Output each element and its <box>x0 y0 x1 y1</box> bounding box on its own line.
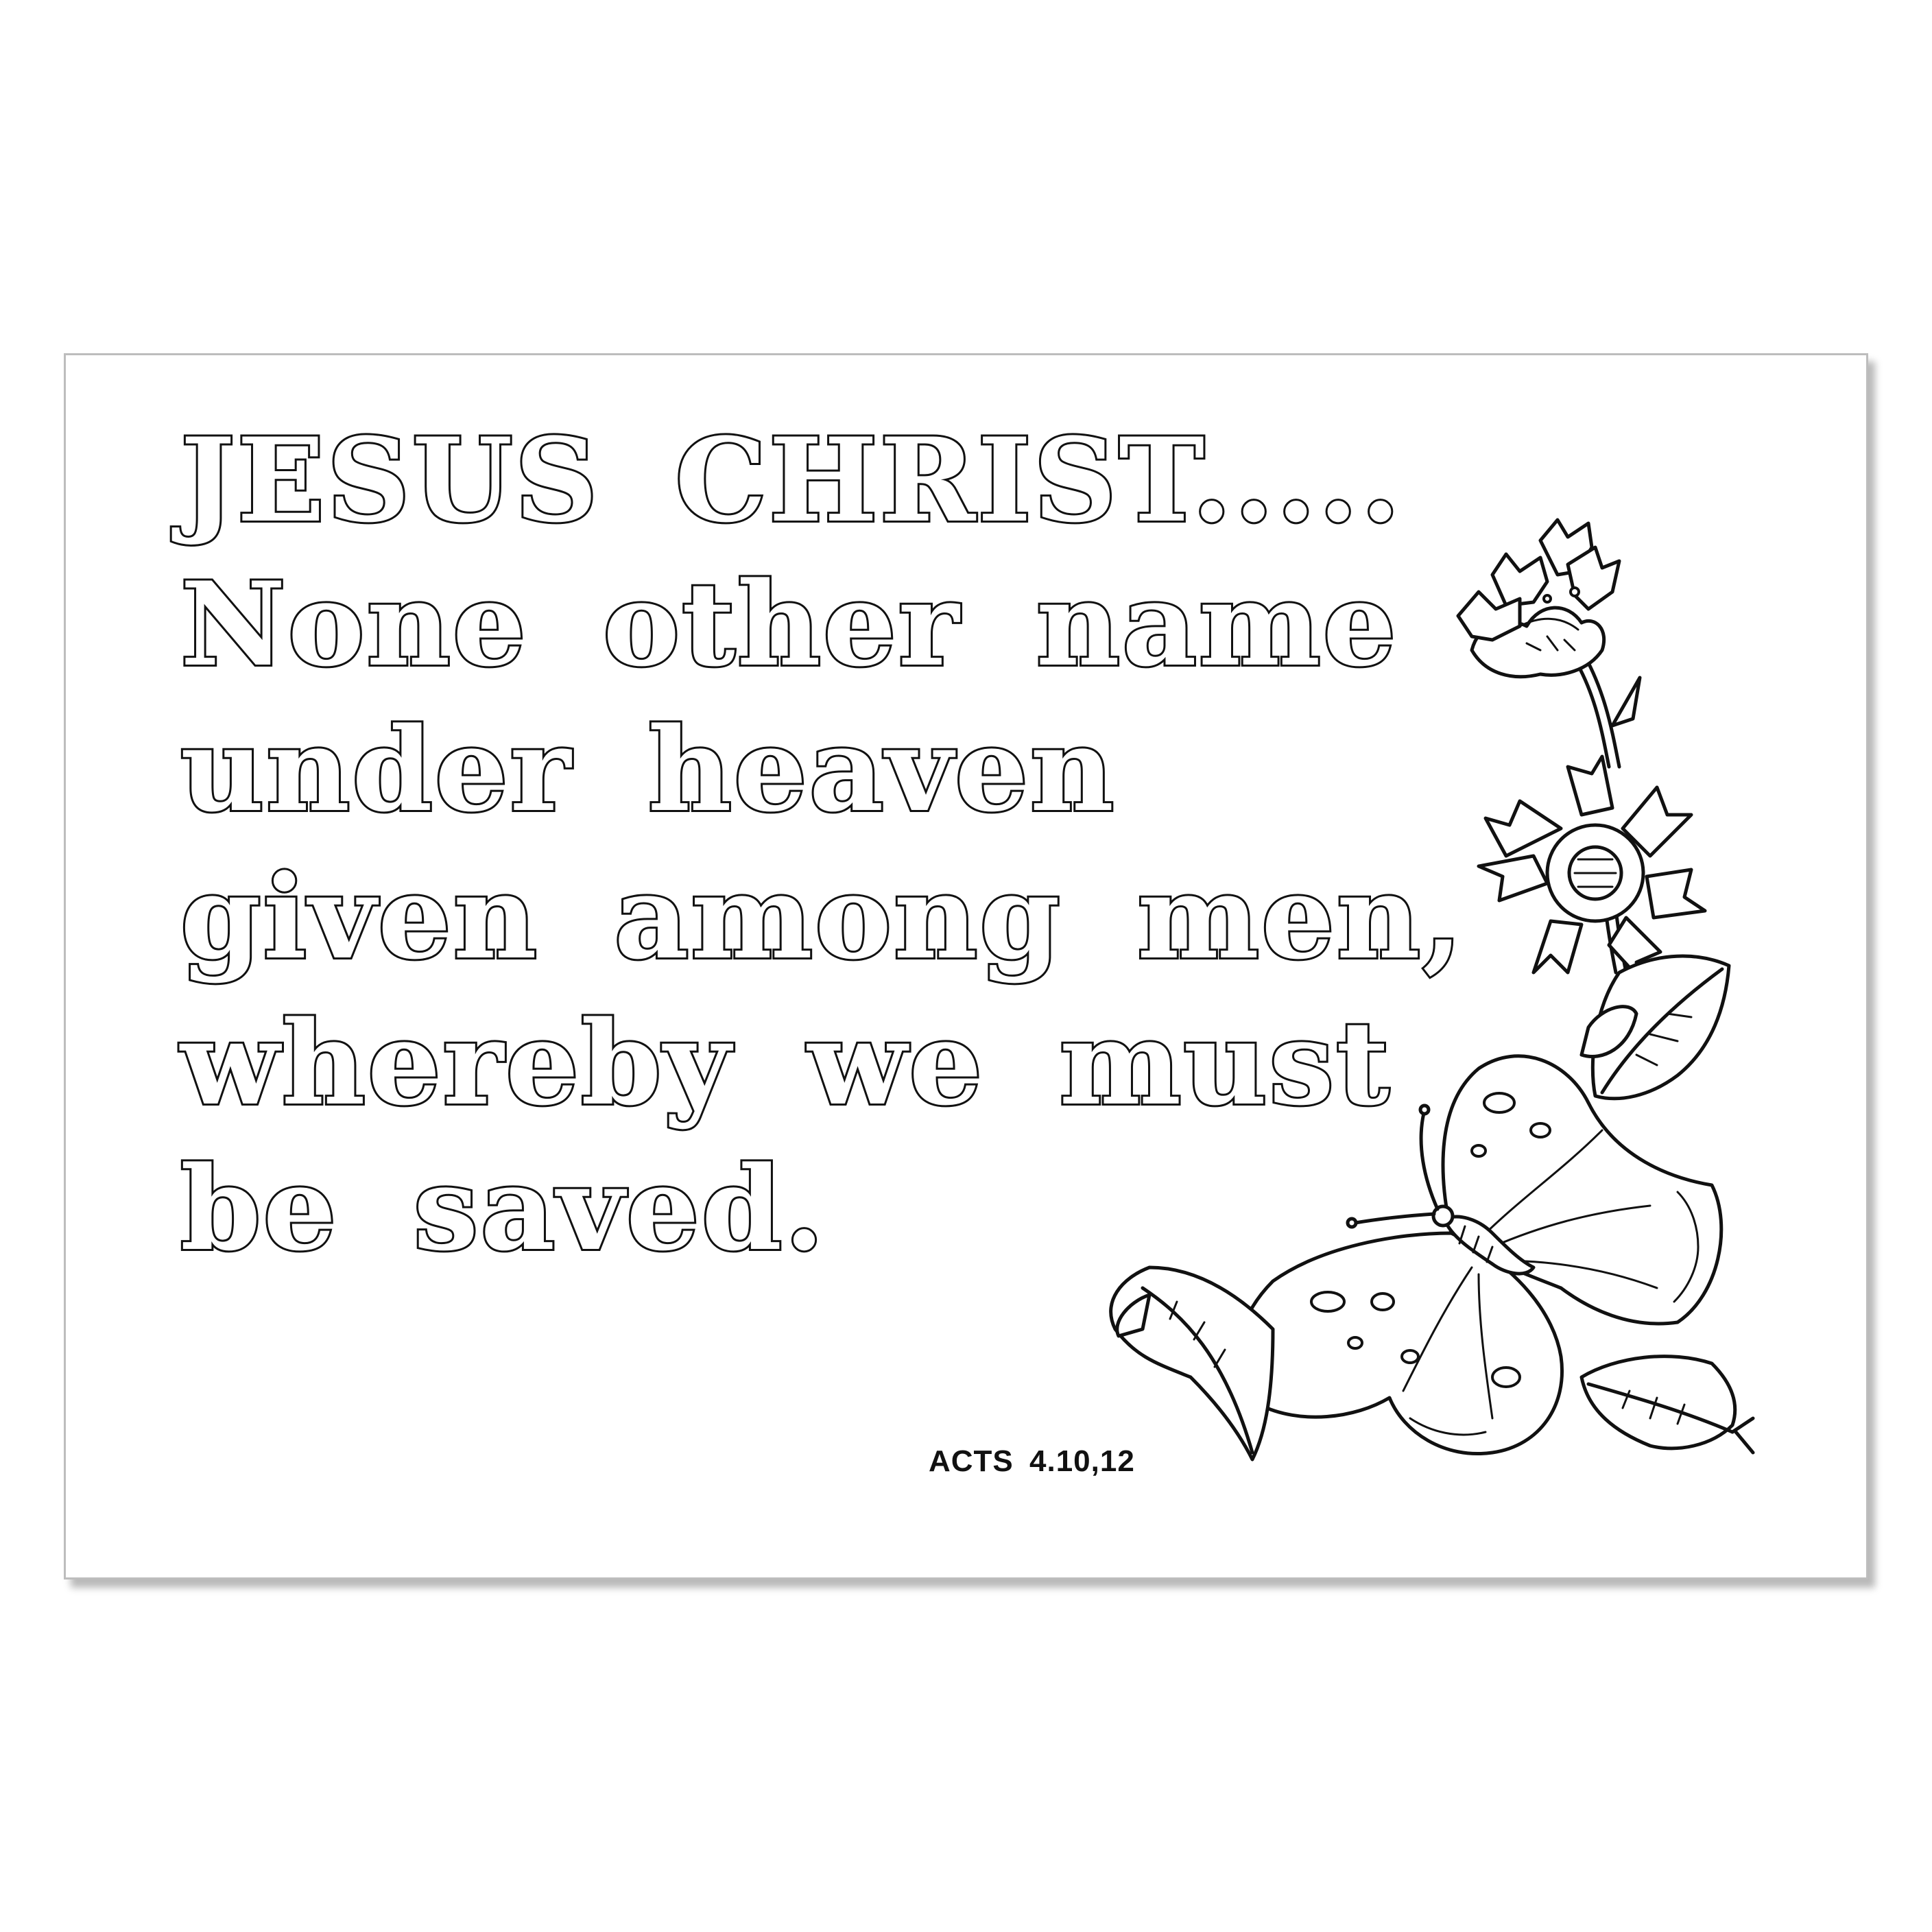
verse-line-2: None other name <box>180 556 1398 692</box>
verse-line-5: whereby we must <box>180 995 1392 1131</box>
leaf-icon <box>1582 956 1729 1099</box>
flower-butterfly-illustration <box>999 444 1849 1487</box>
verse-line-3: under heaven <box>180 702 1117 837</box>
leaf-icon <box>1111 1267 1273 1459</box>
flower-bud-icon <box>1458 520 1619 677</box>
daisy-flower-icon <box>1479 756 1705 986</box>
verse-line-6: be saved. <box>180 1141 826 1276</box>
verse-line-1: JESUS CHRIST..... <box>180 412 1403 548</box>
coloring-card <box>64 353 1868 1579</box>
scripture-reference: ACTS 4.10,12 <box>929 1444 1135 1478</box>
verse-line-4: given among men, <box>180 849 1465 985</box>
leaf-icon <box>1582 1357 1753 1453</box>
